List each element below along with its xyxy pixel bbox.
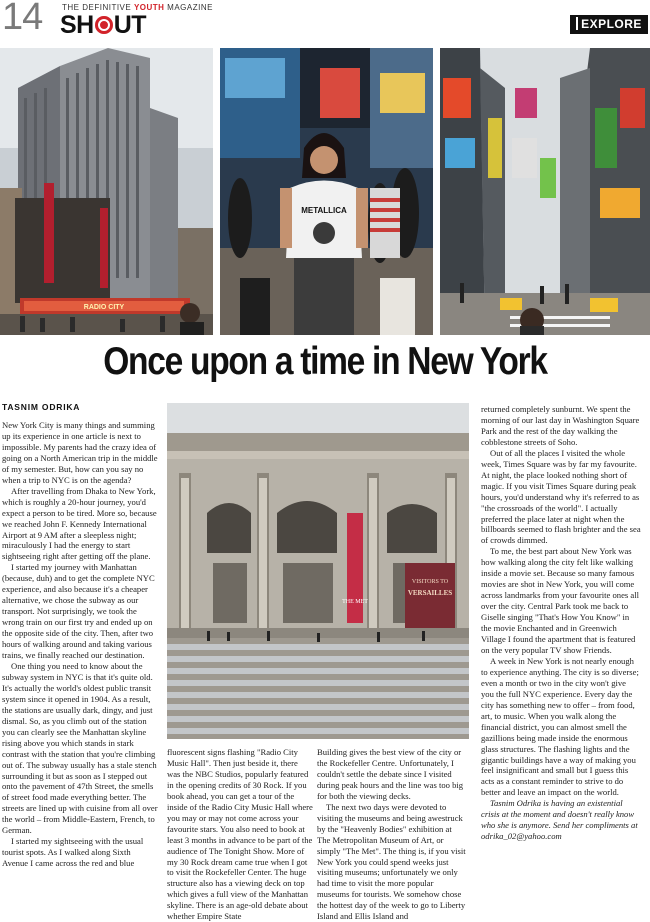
masthead <box>0 0 650 42</box>
paragraph: To me, the best part about New York was how walking along the city felt like walking inside a movie set. Because so many famous movies are shot in New York, you will come across landmarks from your favourite ones all over the city. Central Park took me back to Giselle singing "That's How You Know" in the movie Enchanted and in Greenwich Village I found the apartment that is featured on the very popular TV show Friends. <box>481 546 639 655</box>
paragraph: A week in New York is not nearly enough to experience anything. The city is so diverse; even a month or two in the city won't give you the full NYC experience. Every day the city has something new to offer – from food, art, to music. When you walk along the financial district, you can almost smell the gazillions being made inside the enormous glass structures. The flashing lights and the gigantic buildings have a way of making you feel insignificant and small but I guess this acts as a constant reminder to strive to do better and leave an impact on the world. <box>481 655 639 798</box>
paragraph: I started my sightseeing with the usual tourist spots. As I walked along Sixth Avenue I came across the red and blue <box>2 836 144 869</box>
radio-city-banner: RADIO CITY <box>83 304 125 311</box>
paragraph: fluorescent signs flashing "Radio City Music Hall". Then just beside it, there was the NBC Studios, popularly featured in the opening credits of 30 Rock. If you book ahead, you can get a tour of the inside of the Radio City Music Hall where you may or may not come across your favourite stars. You also need to book at least 3 months in advance to be part of the audience of The Tonight Show. More of my 30 Rock dream came true when I got to visit the Rockefeller Center. The huge structure also has a viewing deck on top which gives a full view of the Manhattan skyline. There is an age-old debate about whether Empire State <box>167 747 313 922</box>
author-bio: Tasnim Odrika is having an existential crisis at the moment and doesn't really know who she is anymore. Send her compliments at odrika_02@yahoo.com <box>481 798 638 842</box>
article-column-1 <box>2 420 158 869</box>
met-banner: THE MET <box>342 599 368 605</box>
paragraph: New York City is many things and summing up its experience in one article is next to impossible. My parents had the crazy idea of going on a North American trip in the middle of my semester. But, how can you say no when a trip to NYC is on the agenda? <box>2 420 158 485</box>
logo-left: SH <box>60 11 94 39</box>
article-column-4 <box>481 404 641 849</box>
paragraph: The next two days were devoted to visiting the museums and being awestruck by the "Heavenly Bodies" exhibition at The Metropolitan Museum of Art, or simply "The Met". The thing is, if you visit New York you could spend weeks just visiting museums; unfortunately we only had time to visit the more popular museums for tourists. We somehow chose the hottest day of the week to go to Liberty Island and Ellis Island and <box>317 801 466 922</box>
article-column-2 <box>167 747 313 922</box>
paragraph: returned completely sunburnt. We spent the morning of our last day in Washington Square Park and the rest of the day walking the cobblestone streets of Soho. <box>481 404 640 447</box>
logo-right: UT <box>113 11 147 39</box>
photo-radio-city <box>0 48 213 335</box>
article-column-3 <box>317 747 467 922</box>
photo-met-museum <box>167 403 469 739</box>
tagline-post: MAGAZINE <box>164 3 213 12</box>
shout-logo <box>60 11 146 40</box>
paragraph: One thing you need to know about the subway system in NYC is that it's quite old. It's actually the world's oldest public transit system since it opened in 1904. As a result, the stations are usually dark, dingy, and just dismal. So, as you climb out of the station you can clearly see the Manhattan skyline rising above you which stands in stark contrast with the station that you're climbing out of. The subway usually has a stale stench surrounding it but as soon as I stepped out onto the pavement of 47th Street, the smells of street food made everything better. The streets are lined up with cuisine from all over the world – from Middle-Eastern, French, to German. <box>2 660 158 836</box>
byline: TASNIM ODRIKA <box>2 402 81 412</box>
tagline-accent: YOUTH <box>133 3 165 12</box>
versailles-sign-2: VERSAILLES <box>407 589 453 597</box>
paragraph: Building gives the best view of the city or the Rockefeller Centre. Unfortunately, I couldn't settle the debate since I visited during peak hours and the line was too big for both the viewing decks. <box>317 747 464 801</box>
target-icon <box>95 16 113 34</box>
headline: Once upon a time in New York <box>103 340 547 383</box>
tagline-pre: THE DEFINITIVE <box>62 3 134 12</box>
paragraph: After travelling from Dhaka to New York, which is roughly a 20-hour journey, you'd expect a person to be tired. More so, because we reached John F. Kennedy International Airport at 9 AM after a sleepless night; miraculously I had the energy to start sightseeing right after getting off the plane. <box>2 485 157 562</box>
paragraph: I started my journey with Manhattan (because, duh) and to get the complete NYC experience, and also because it's a cheaper alternative, we chose the subway as our transport. Not surprisingly, we took the wrong train on our first try and ended up on the opposite side of the city. Then, after two hours of walking around and taking various trains, we finally reached our destination. <box>2 562 155 661</box>
section-label: EXPLORE <box>581 17 642 31</box>
photo-times-square-girl <box>220 48 433 335</box>
paragraph: Out of all the places I visited the whole week, Times Square was by far my favourite. At night, the place looked nothing short of magic. If you visit Times Square during peak hours, you'd understand why it's referred to as "the crossroads of the world". I actually preferred the place later at night when the billboards seemed to flash brighter and the sea of crowds dimmed. <box>481 447 641 546</box>
page-number: 14 <box>2 0 43 38</box>
photo-times-square-street <box>440 48 650 335</box>
versailles-sign-1: VISITORS TO <box>411 579 449 585</box>
shirt-text: METALLICA <box>301 206 347 215</box>
section-bar <box>576 17 578 30</box>
section-tag <box>570 15 648 34</box>
